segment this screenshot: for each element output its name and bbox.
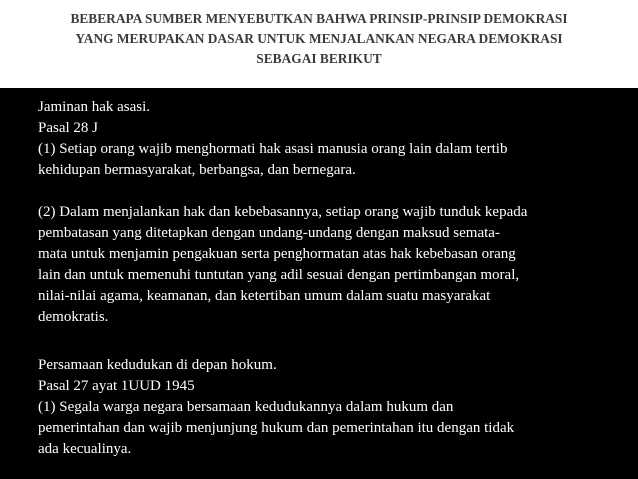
- paragraph-line: lain dan untuk memenuhi tuntutan yang adil sesuai dengan pertimbangan moral,: [38, 267, 520, 283]
- slide-body: [38, 97, 628, 460]
- paragraph-spacer: [38, 181, 628, 202]
- paragraph-line: kehidupan bermasyarakat, berbangsa, dan bernegara.: [38, 162, 356, 178]
- paragraph-ayat-2: [38, 202, 628, 328]
- section-spacer: [38, 328, 628, 355]
- slide-title-line-3: SEBAGAI BERIKUT: [256, 51, 382, 66]
- slide-title-line-2: YANG MERUPAKAN DASAR UNTUK MENJALANKAN NEGARA DEMOKRASI: [75, 31, 563, 46]
- paragraph-line: (1) Segala warga negara bersamaan kedudukannya dalam hukum dan: [38, 399, 454, 415]
- paragraph-line: pemerintahan dan wajib menjunjung hukum dan pemerintahan itu dengan tidak: [38, 420, 515, 436]
- slide-title-line-1: BEBERAPA SUMBER MENYEBUTKAN BAHWA PRINSIP-PRINSIP DEMOKRASI: [70, 11, 568, 26]
- paragraph-line: ada kecualinya.: [38, 441, 132, 457]
- paragraph-line: pembatasan yang ditetapkan dengan undang-undang dengan maksud semata-: [38, 225, 500, 241]
- article-reference: Pasal 28 J: [38, 120, 98, 136]
- paragraph-line: (2) Dalam menjalankan hak dan kebebasannya, setiap orang wajib tunduk kepada: [38, 204, 528, 220]
- paragraph-line: (1) Setiap orang wajib menghormati hak asasi manusia orang lain dalam tertib: [38, 141, 508, 157]
- section-jaminan-hak-asasi: [38, 97, 628, 328]
- paragraph-ayat-1: [38, 397, 628, 460]
- paragraph-ayat-1: [38, 139, 628, 181]
- section-heading: Jaminan hak asasi.: [38, 99, 151, 115]
- article-reference: Pasal 27 ayat 1UUD 1945: [38, 378, 195, 394]
- section-heading: Persamaan kedudukan di depan hokum.: [38, 357, 277, 373]
- paragraph-line: nilai-nilai agama, keamanan, dan ketertiban umum dalam suatu masyarakat: [38, 288, 491, 304]
- slide-title-box: [0, 0, 638, 88]
- paragraph-line: mata untuk menjamin pengakuan serta penghormatan atas hak kebebasan orang: [38, 246, 516, 262]
- section-persamaan-kedudukan: [38, 355, 628, 460]
- paragraph-line: demokratis.: [38, 309, 109, 325]
